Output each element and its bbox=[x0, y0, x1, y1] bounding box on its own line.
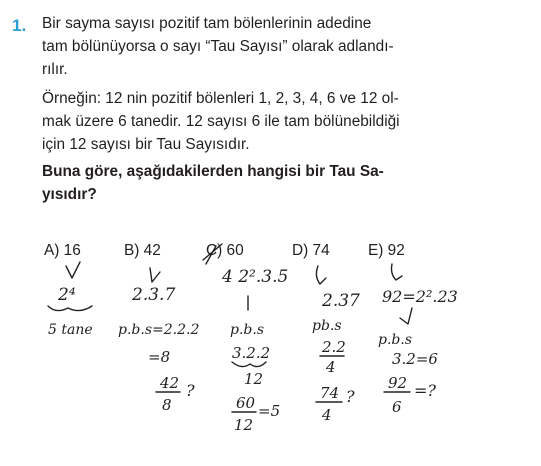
b-arrow-mark bbox=[150, 268, 160, 282]
a-divisor-count: 5 tane bbox=[48, 322, 93, 338]
definition-line-3: rılır. bbox=[42, 61, 68, 78]
example-line-3: için 12 sayısı bir Tau Sayısıdır. bbox=[42, 136, 250, 153]
e-arrow-mark bbox=[392, 264, 403, 280]
d-product: 2.2 bbox=[322, 338, 346, 356]
e-factorization: 92=2².23 bbox=[382, 287, 458, 306]
option-a[interactable]: A) 16 bbox=[44, 242, 81, 259]
definition-line-1: Bir sayma sayısı pozitif tam bölenlerinin adedine bbox=[42, 15, 372, 32]
d-frac-num: 74 bbox=[320, 384, 340, 402]
c-result: =5 bbox=[258, 402, 281, 420]
d-frac-den: 4 bbox=[322, 406, 332, 424]
option-e[interactable]: E) 92 bbox=[368, 242, 405, 259]
a-factorization: 2⁴ bbox=[58, 285, 76, 305]
b-count: =8 bbox=[148, 348, 171, 366]
example-line-2: mak üzere 6 tanedir. 12 sayısı 6 ile tam bölünebildiği bbox=[42, 113, 400, 130]
e-product: 3.2=6 bbox=[392, 350, 438, 368]
b-factorization: 2.3.7 bbox=[132, 285, 176, 305]
a-arrow-mark bbox=[66, 262, 80, 278]
c-brace-mark bbox=[232, 362, 266, 367]
example-line-1: Örneğin: 12 nin pozitif bölenleri 1, 2, 3, 4, 6 ve 12 ol- bbox=[42, 90, 399, 107]
d-arrow-mark bbox=[316, 266, 326, 284]
prompt-line-2: yısıdır? bbox=[42, 186, 97, 203]
d-count: 4 bbox=[326, 358, 336, 376]
option-b[interactable]: B) 42 bbox=[124, 242, 161, 259]
e-frac-num: 92 bbox=[388, 374, 408, 392]
c-count: 12 bbox=[244, 370, 264, 388]
d-factorization: 2.37 bbox=[322, 291, 360, 311]
b-frac-den: 8 bbox=[162, 396, 172, 414]
c-product: 3.2.2 bbox=[232, 344, 271, 362]
b-question-mark: ? bbox=[186, 381, 195, 400]
e-arrow-down bbox=[400, 308, 412, 324]
option-d[interactable]: D) 74 bbox=[292, 242, 330, 259]
e-pbs: p.b.s bbox=[378, 332, 413, 348]
c-pbs: p.b.s bbox=[230, 322, 265, 338]
d-question-mark: ? bbox=[346, 387, 355, 406]
e-frac-den: 6 bbox=[392, 398, 402, 416]
c-frac-den: 12 bbox=[234, 416, 254, 434]
question-number: 1. bbox=[12, 16, 27, 35]
c-factorization: 4 2².3.5 bbox=[222, 267, 289, 287]
prompt-line-1: Buna göre, aşağıdakilerden hangisi bir Tau Sa- bbox=[42, 163, 384, 180]
e-result: =? bbox=[414, 381, 436, 400]
b-pbs: p.b.s=2.2.2 bbox=[118, 322, 200, 338]
b-frac-num: 42 bbox=[160, 374, 180, 392]
option-c[interactable]: C) 60 bbox=[206, 242, 244, 259]
a-brace-mark bbox=[48, 306, 92, 311]
option-c-strike-mark bbox=[203, 244, 222, 264]
c-frac-num: 60 bbox=[236, 394, 256, 412]
d-pbs: pb.s bbox=[312, 318, 342, 334]
definition-line-2: tam bölünüyorsa o sayı “Tau Sayısı” olarak adlandı- bbox=[42, 38, 394, 55]
